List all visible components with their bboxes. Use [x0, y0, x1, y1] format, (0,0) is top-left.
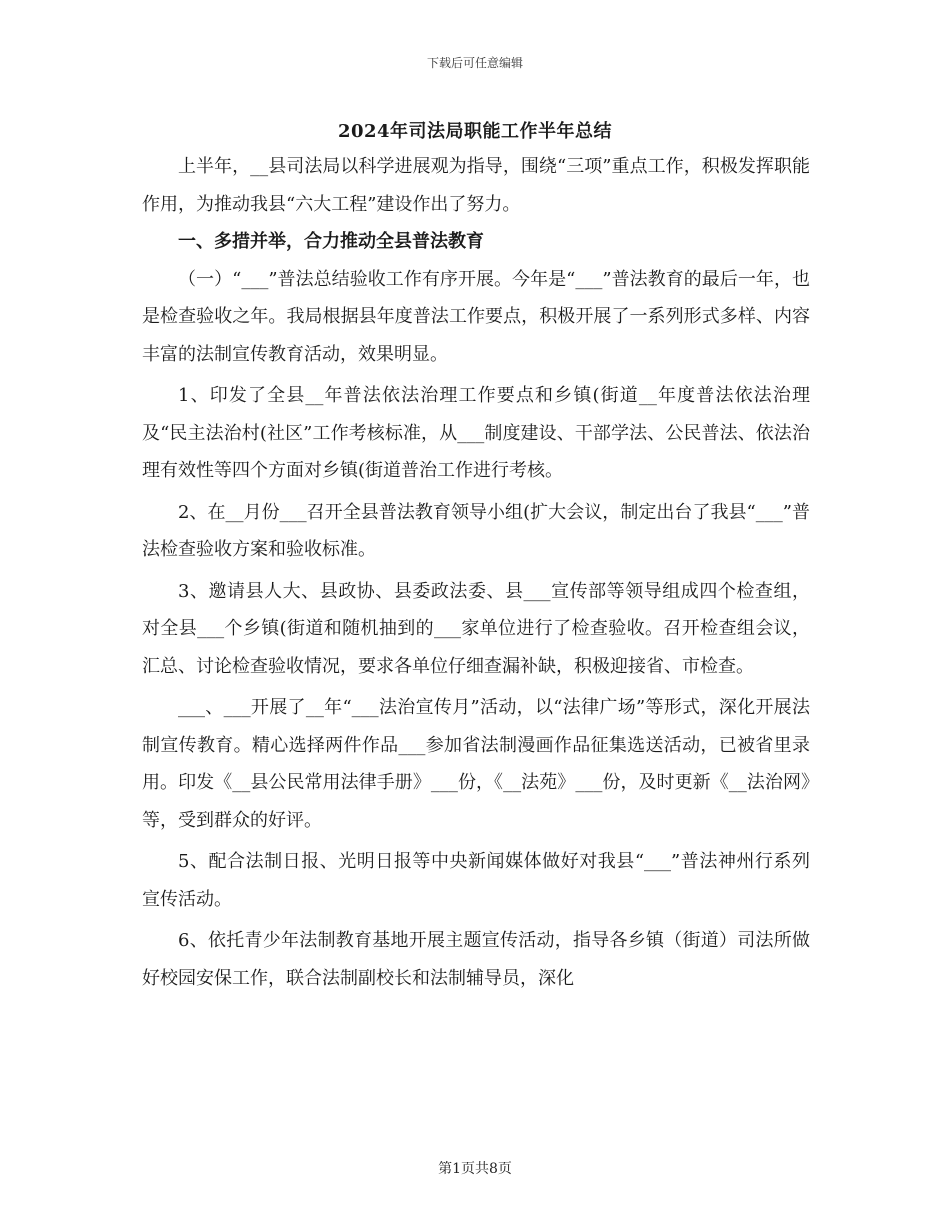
page-number: 第1页共8页 — [438, 1161, 512, 1177]
header-note: 下载后可任意编辑 — [426, 56, 523, 70]
section-heading: 一、多措并举，合力推动全县普法教育 — [178, 231, 484, 252]
item-paragraph-3: 3、邀请县人大、县政协、县委政法委、县___宣传部等领导组成四个检查组，对全县___个乡镇(街道和随机抽到的___家单位进行了检查验收。召开检查组会议，汇总、讨论检查验收情况，要求各单位仔细查漏补缺，积极迎接省、市检查。 — [142, 580, 810, 677]
intro-paragraph: 上半年，__县司法局以科学进展观为指导，围绕“三项”重点工作，积极发挥职能作用，为推动我县“六大工程”建设作出了努力。 — [142, 156, 810, 215]
document-title: 2024年司法局职能工作半年总结 — [337, 121, 613, 142]
item-paragraph-5: 5、配合法制日报、光明日报等中央新闻媒体做好对我县“___”普法神州行系列宣传活动。 — [142, 851, 810, 910]
subsection-paragraph: （一）“___”普法总结验收工作有序开展。今年是“___”普法教育的最后一年，也是检查验收之年。我局根据县年度普法工作要点，积极开展了一系列形式多样、内容丰富的法制宣传教育活动，效果明显。 — [142, 268, 810, 365]
item-paragraph-4: ___、___开展了__年“___法治宣传月”活动，以“法律广场”等形式，深化开展法制宣传教育。精心选择两件作品___参加省法制漫画作品征集选送活动，已被省里录用。印发《__县公民常用法律手册》___份，《__法苑》___份，及时更新《__法治网》等，受到群众的好评。 — [142, 697, 810, 831]
item-paragraph-2: 2、在__月份___召开全县普法教育领导小组(扩大会议，制定出台了我县“___”普法检查验收方案和验收标准。 — [142, 501, 810, 560]
item-paragraph-6: 6、依托青少年法制教育基地开展主题宣传活动，指导各乡镇（街道）司法所做好校园安保工作，联合法制副校长和法制辅导员，深化 — [142, 930, 810, 989]
document-body — [142, 148, 810, 997]
item-paragraph-1: 1、印发了全县__年普法依法治理工作要点和乡镇(街道__年度普法依法治理及“民主法治村(社区”工作考核标准，从___制度建设、干部学法、公民普法、依法治理有效性等四个方面对乡镇(街道普治工作进行考核。 — [142, 385, 810, 481]
